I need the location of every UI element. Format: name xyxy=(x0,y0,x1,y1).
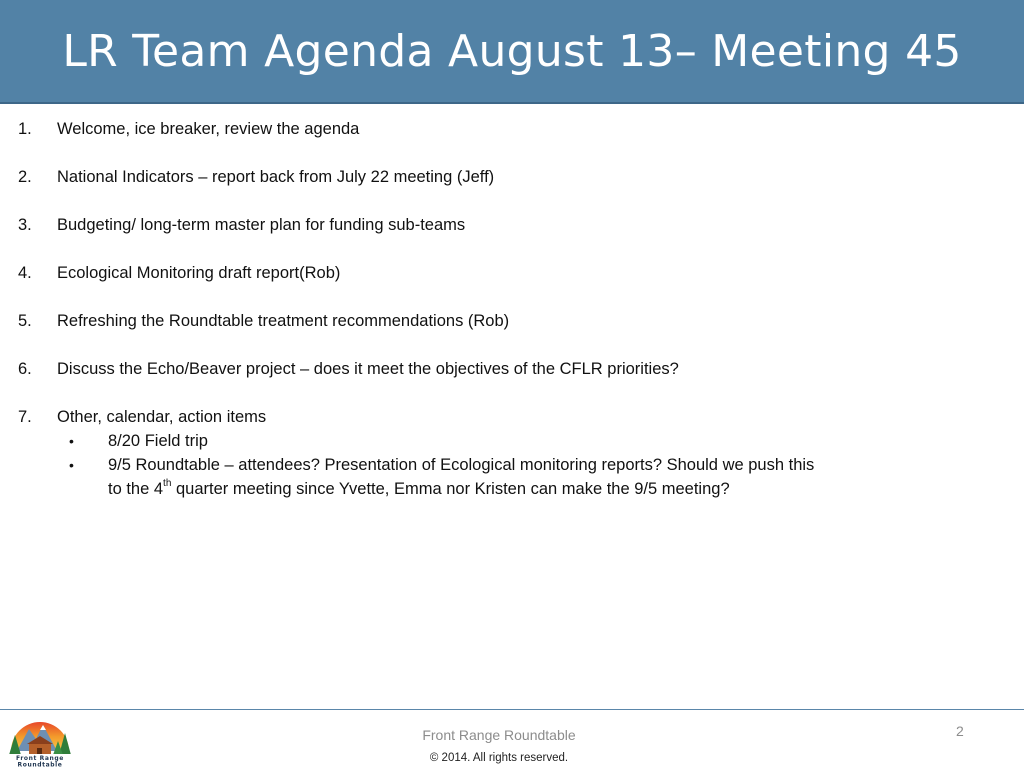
footer-copyright: © 2014. All rights reserved. xyxy=(429,752,569,764)
agenda-item-7 xyxy=(0,405,1024,501)
agenda-item-number: 7. xyxy=(18,408,32,426)
agenda-item-number: 6. xyxy=(18,360,32,378)
agenda-item-6 xyxy=(0,357,1024,381)
agenda-item-4 xyxy=(0,261,1024,285)
title-bar xyxy=(0,0,1024,104)
agenda-list xyxy=(0,117,1024,525)
agenda-item-number: 1. xyxy=(18,120,32,138)
footer-organization: Front Range Roundtable xyxy=(422,727,576,743)
logo-text-front-range: Front Range xyxy=(16,755,64,762)
agenda-item-text: Budgeting/ long-term master plan for funding sub-teams xyxy=(57,216,466,234)
action-items-sublist xyxy=(57,429,1024,501)
agenda-item-1 xyxy=(0,117,1024,141)
agenda-item-2 xyxy=(0,165,1024,189)
ordinal-superscript: th xyxy=(163,477,172,489)
sub-item-text-after: quarter meeting since Yvette, Emma nor Kristen can make the 9/5 meeting? xyxy=(171,480,730,498)
sub-item-text: 8/20 Field trip xyxy=(108,432,208,450)
agenda-item-number: 2. xyxy=(18,168,32,186)
bullet-icon: • xyxy=(69,433,74,449)
page-number: 2 xyxy=(956,723,964,739)
sub-item-field-trip xyxy=(57,429,828,453)
agenda-item-number: 5. xyxy=(18,312,32,330)
agenda-item-text: Welcome, ice breaker, review the agenda xyxy=(57,120,360,138)
agenda-item-text: Discuss the Echo/Beaver project – does it meet the objectives of the CFLR priorities? xyxy=(57,360,679,378)
agenda-item-3 xyxy=(0,213,1024,237)
agenda-item-text: National Indicators – report back from July 22 meeting (Jeff) xyxy=(57,168,495,186)
agenda-item-text: Refreshing the Roundtable treatment recommendations (Rob) xyxy=(57,312,510,330)
agenda-item-text: Other, calendar, action items xyxy=(57,408,267,426)
sub-item-roundtable xyxy=(57,453,828,501)
slide-title: LR Team Agenda August 13– Meeting 45 xyxy=(62,26,962,77)
agenda-item-number: 4. xyxy=(18,264,32,282)
sub-item-text-before: 9/5 Roundtable – attendees? Presentation of Ecological monitoring reports? Should we push this to the 4 xyxy=(108,456,815,498)
agenda-item-text: Ecological Monitoring draft report(Rob) xyxy=(57,264,341,282)
logo-text-roundtable: Roundtable xyxy=(17,761,63,768)
bullet-icon: • xyxy=(69,457,74,473)
footer-divider xyxy=(0,709,1024,710)
agenda-item-number: 3. xyxy=(18,216,32,234)
agenda-item-5 xyxy=(0,309,1024,333)
